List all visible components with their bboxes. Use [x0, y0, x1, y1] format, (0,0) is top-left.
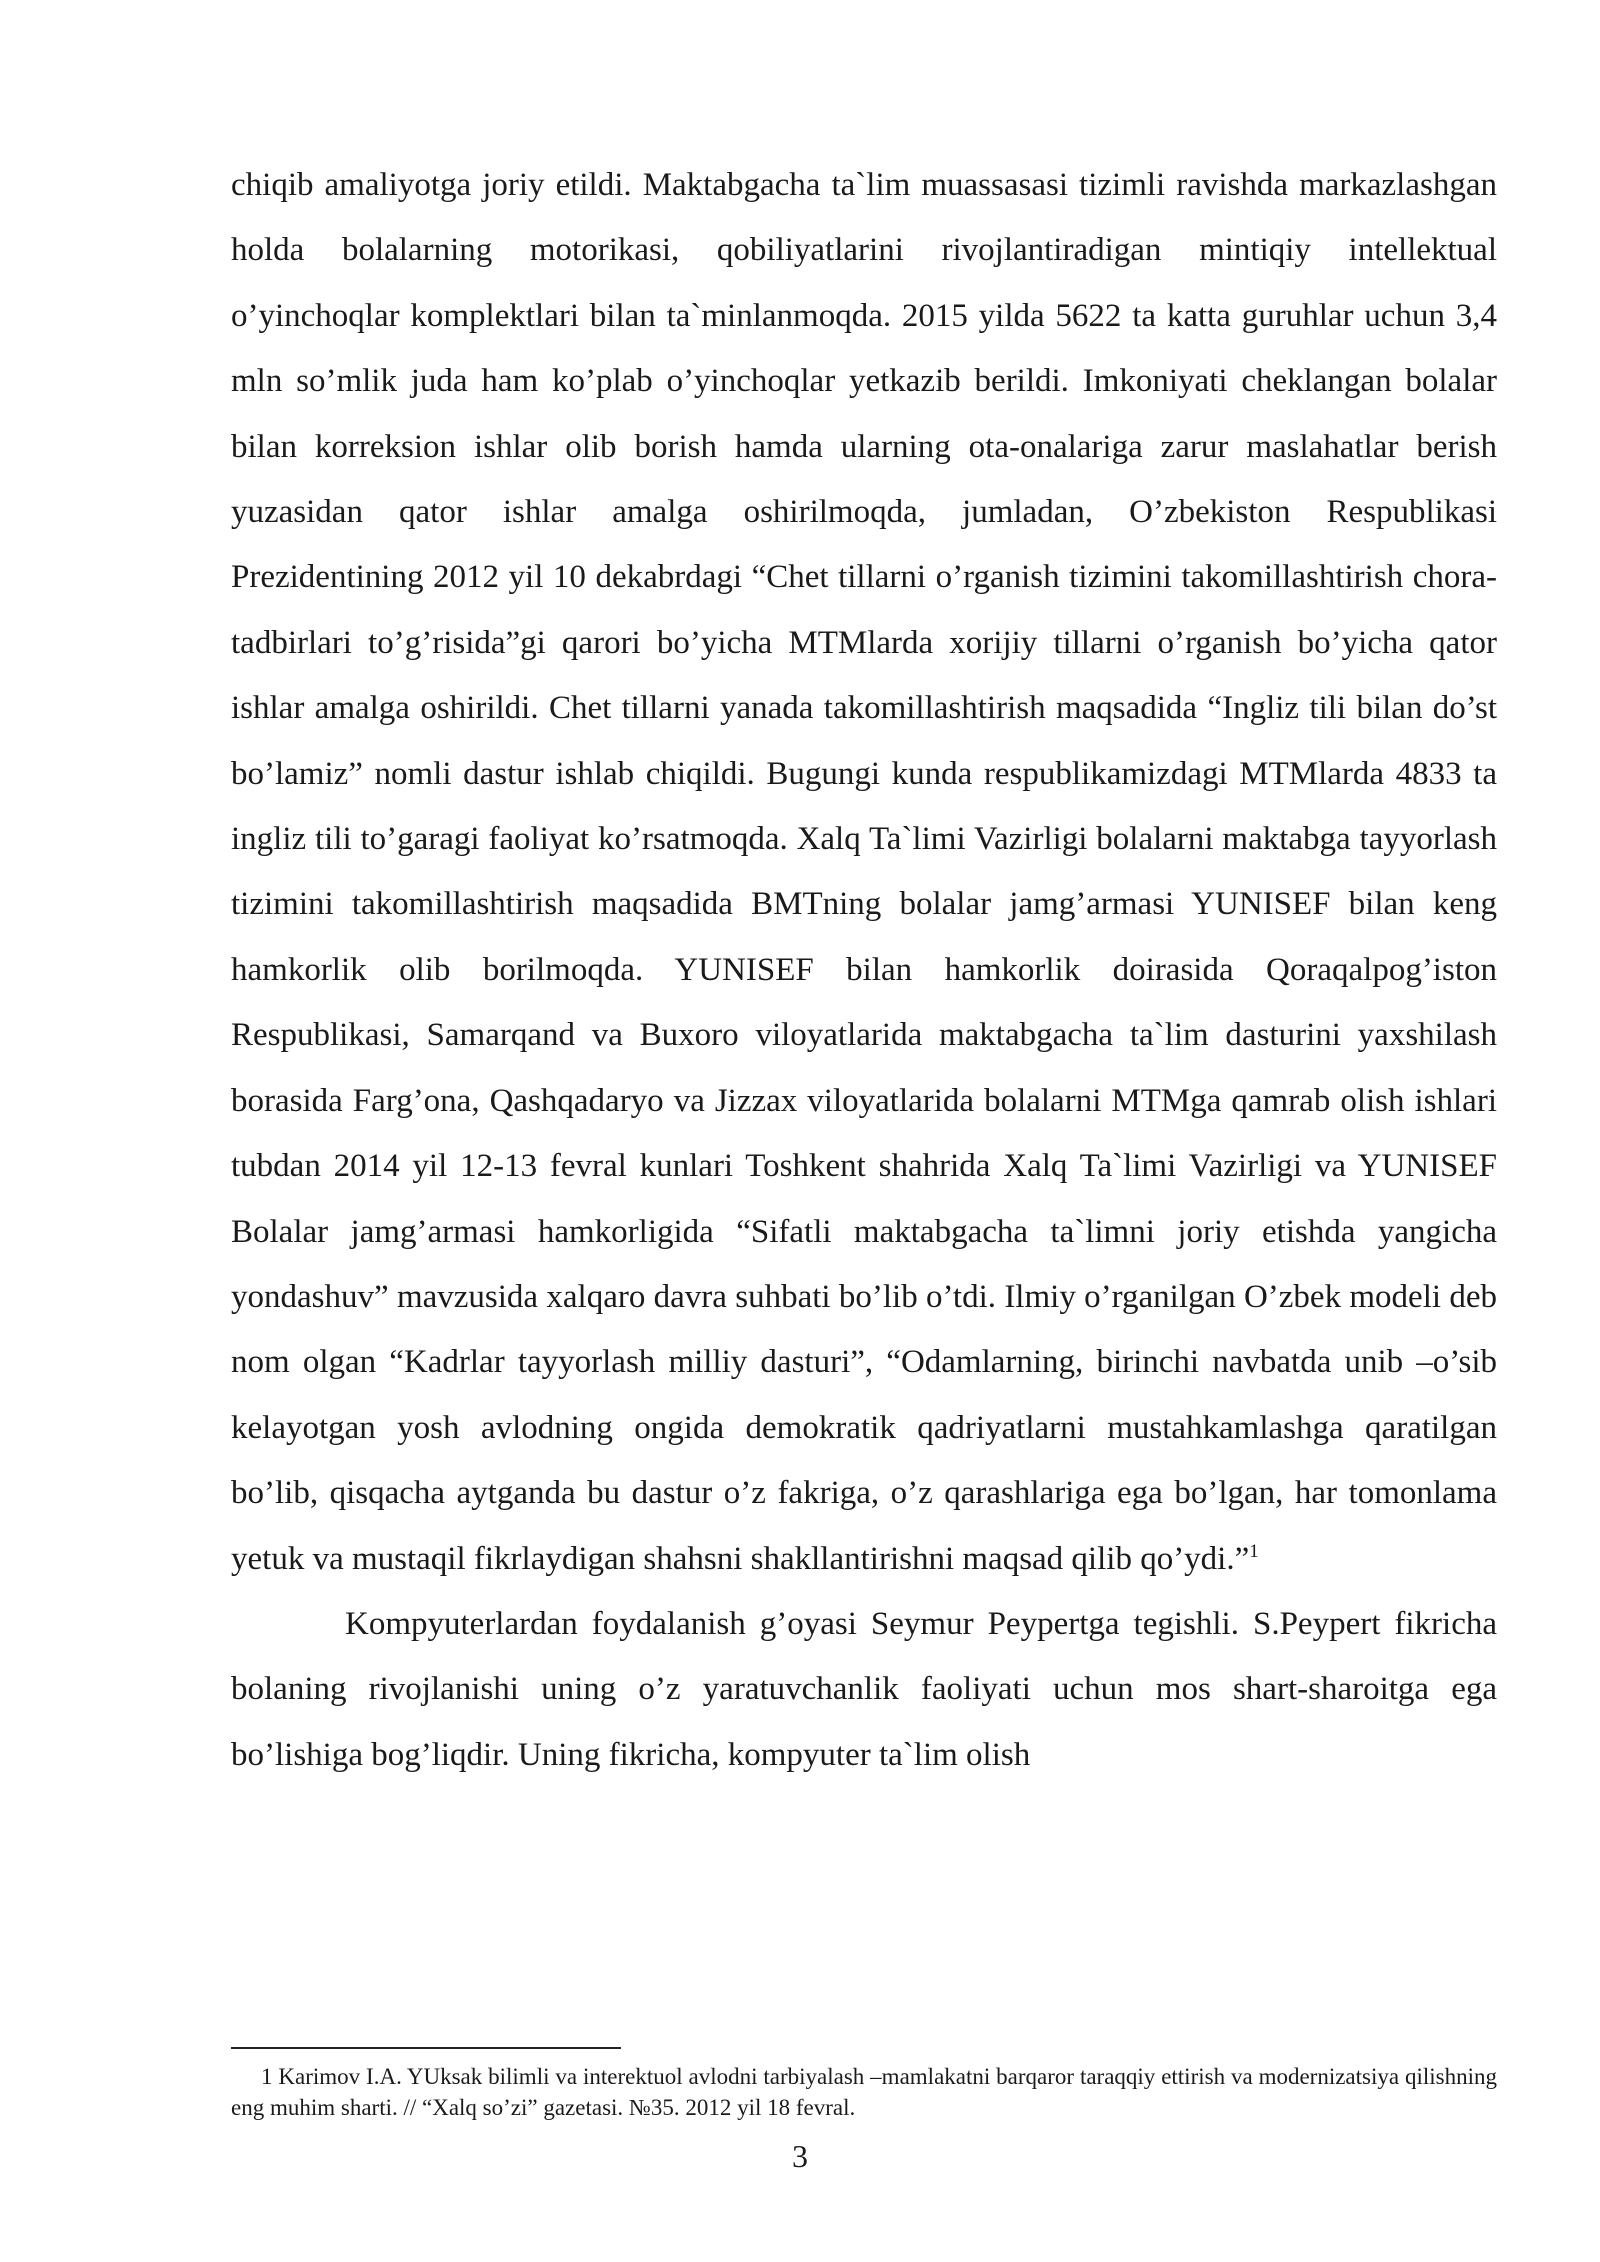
paragraph-1 — [231, 153, 1497, 1592]
page-number: 3 — [792, 2138, 808, 2174]
footnote-separator — [231, 2047, 621, 2049]
body-text — [231, 153, 1497, 1788]
paragraph-2: Kompyuterlardan foydalanish g’oyasi Seymur Peypertga tegishli. S.Peypert fikricha bolaning rivojlanishi uning o’z yaratuvchanlik faoliyati uchun mos shart-sharoitga ega bo’lishiga bog’liqdir. Uning fikricha, kompyuter ta`lim olish — [231, 1605, 1497, 1773]
paragraph-1-text: chiqib amaliyotga joriy etildi. Maktabgacha ta`lim muassasasi tizimli ravishda markazlashgan holda bolalarning motorikasi, qobiliyatlarini rivojlantiradigan mintiqiy intellektual o’yinchoqlar komplektlari bilan ta`minlanmoqda. 2015 yilda 5622 ta katta guruhlar uchun 3,4 mln so’mlik juda ham ko’plab o’yinchoqlar yetkazib berildi. Imkoniyati cheklangan bolalar bilan korreksion ishlar olib borish hamda ularning ota-onalariga zarur maslahatlar berish yuzasidan qator ishlar amalga oshirilmoqda, jumladan, O’zbekiston Respublikasi Prezidentining 2012 yil 10 dekabrdagi “Chet tillarni o’rganish tizimini takomillashtirish chora-tadbirlari to’g’risida”gi qarori bo’yicha MTMlarda xorijiy tillarni o’rganish bo’yicha qator ishlar amalga oshirildi. Chet tillarni yanada takomillashtirish maqsadida “Ingliz tili bilan do’st bo’lamiz” nomli dastur ishlab chiqildi. Bugungi kunda respublikamizdagi MTMlarda 4833 ta ingliz tili to’garagi faoliyat ko’rsatmoqda. Xalq Ta`limi Vazirligi bolalarni maktabga tayyorlash tizimini takomillashtirish maqsadida BMTning bolalar jamg’armasi YUNISEF bilan keng hamkorlik olib borilmoqda. YUNISEF bilan hamkorlik doirasida Qoraqalpog’iston Respublikasi, Samarqand va Buxoro viloyatlarida maktabgacha ta`lim dasturini yaxshilash borasida Farg’ona, Qashqadaryo va Jizzax viloyatlarida bolalarni MTMga qamrab olish ishlari tubdan 2014 yil 12-13 fevral kunlari Toshkent shahrida Xalq Ta`limi Vazirligi va YUNISEF Bolalar jamg’armasi hamkorligida “Sifatli maktabgacha ta`limni joriy etishda yangicha yondashuv” mavzusida xalqaro davra suhbati bo’lib o’tdi. Ilmiy o’rganilgan O’zbek modeli deb nom olgan “Kadrlar tayyorlash milliy dasturi”, “Odamlarning, birinchi navbatda unib –o’sib kelayotgan yosh avlodning ongida demokratik qadriyatlarni mustahkamlashga qaratilgan bo’lib, qisqacha aytganda bu dastur o’z fakriga, o’z qarashlariga ega bo’lgan, har tomonlama yetuk va mustaqil fikrlaydigan shahsni shakllantirishni maqsad qilib qo’ydi.” — [231, 167, 1497, 1577]
footnote-reference: 1 — [1249, 1540, 1259, 1562]
footnote: 1 Karimov I.A. YUksak bilimli va interektuol avlodni tarbiyalash –mamlakatni barqaror taraqqiy ettirish va modernizatsiya qilishning eng muhim sharti. // “Xalq so’zi” gazetasi. №35. 2012 yil 18 fevral. — [231, 2064, 1497, 2120]
